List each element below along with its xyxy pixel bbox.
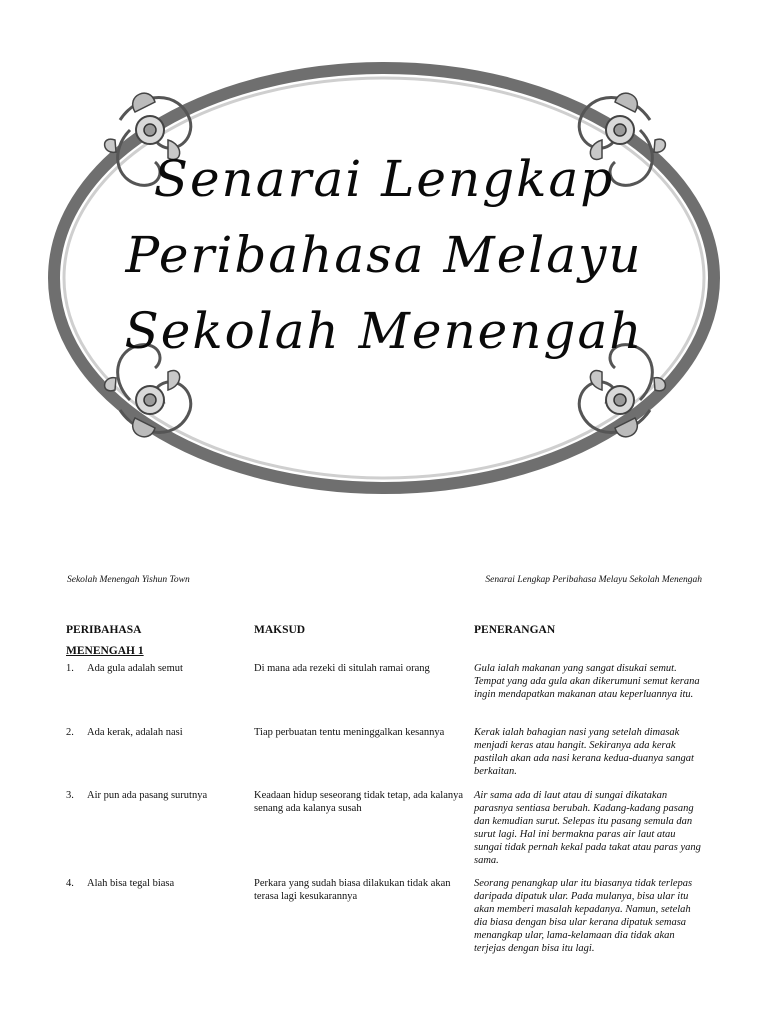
entry-number: 3. (66, 790, 74, 801)
entry-peribahasa: Air pun ada pasang surutnya (87, 790, 208, 801)
entry-maksud: Keadaan hidup seseorang tidak tetap, ada kalanya senang ada kalanya susah (254, 790, 464, 814)
entry-penerangan: Air sama ada di laut atau di sungai dikatakan parasnya sentiasa berubah. Kadang-kadang pasang dan kemudian surut. Selepas itu pasang semula dan surut lagi. Hal ini bermakna paras air laut atau sungai tidak pernah kekal pada takat atau paras yang sama. (474, 790, 701, 866)
entry-peribahasa: Ada kerak, adalah nasi (87, 727, 183, 738)
entry-number: 4. (66, 878, 74, 889)
entry-penerangan: Kerak ialah bahagian nasi yang setelah dimasak menjadi keras atau hangit. Sekiranya ada kerak pastilah akan ada nasi kerana kedua-duanya sangat berkaitan. (474, 727, 694, 777)
entry-maksud: Di mana ada rezeki di situlah ramai orang (254, 663, 430, 674)
entry-penerangan: Seorang penangkap ular itu biasanya tidak terlepas daripada dipatuk ular. Pada mulanya, bisa ular itu akan memberi masalah kepadanya. Namun, setelah dia biasa dengan bisa ular kerana dipatuk semasa menangkap ular, lama-kelamaan dia tidak akan terjejas dengan bisa itu lagi. (474, 878, 693, 954)
section-title: MENENGAH 1 (66, 645, 144, 657)
entry-peribahasa: Ada gula adalah semut (87, 663, 183, 674)
column-header-peribahasa: PERIBAHASA (66, 624, 142, 636)
entry-penerangan: Gula ialah makanan yang sangat disukai semut. Tempat yang ada gula akan dikerumuni semut kerana ingin mendapatkan makanan atau keperluannya itu. (474, 663, 700, 700)
entry-maksud: Tiap perbuatan tentu meninggalkan kesannya (254, 727, 445, 738)
entry-maksud: Perkara yang sudah biasa dilakukan tidak akan terasa lagi kesukarannya (254, 878, 451, 902)
cover-title-line-3: Sekolah Menengah (124, 302, 644, 360)
entry-peribahasa: Alah bisa tegal biasa (87, 878, 175, 889)
header-document-title: Senarai Lengkap Peribahasa Melayu Sekolah Menengah (485, 575, 702, 585)
column-header-maksud: MAKSUD (254, 624, 306, 636)
cover-title-line-2: Peribahasa Melayu (125, 226, 643, 284)
header-school-name: Sekolah Menengah Yishun Town (67, 575, 190, 585)
cover-title-line-1: Senarai Lengkap (153, 150, 615, 208)
column-header-penerangan: PENERANGAN (474, 624, 556, 636)
entry-number: 1. (66, 663, 74, 674)
entry-number: 2. (66, 727, 74, 738)
